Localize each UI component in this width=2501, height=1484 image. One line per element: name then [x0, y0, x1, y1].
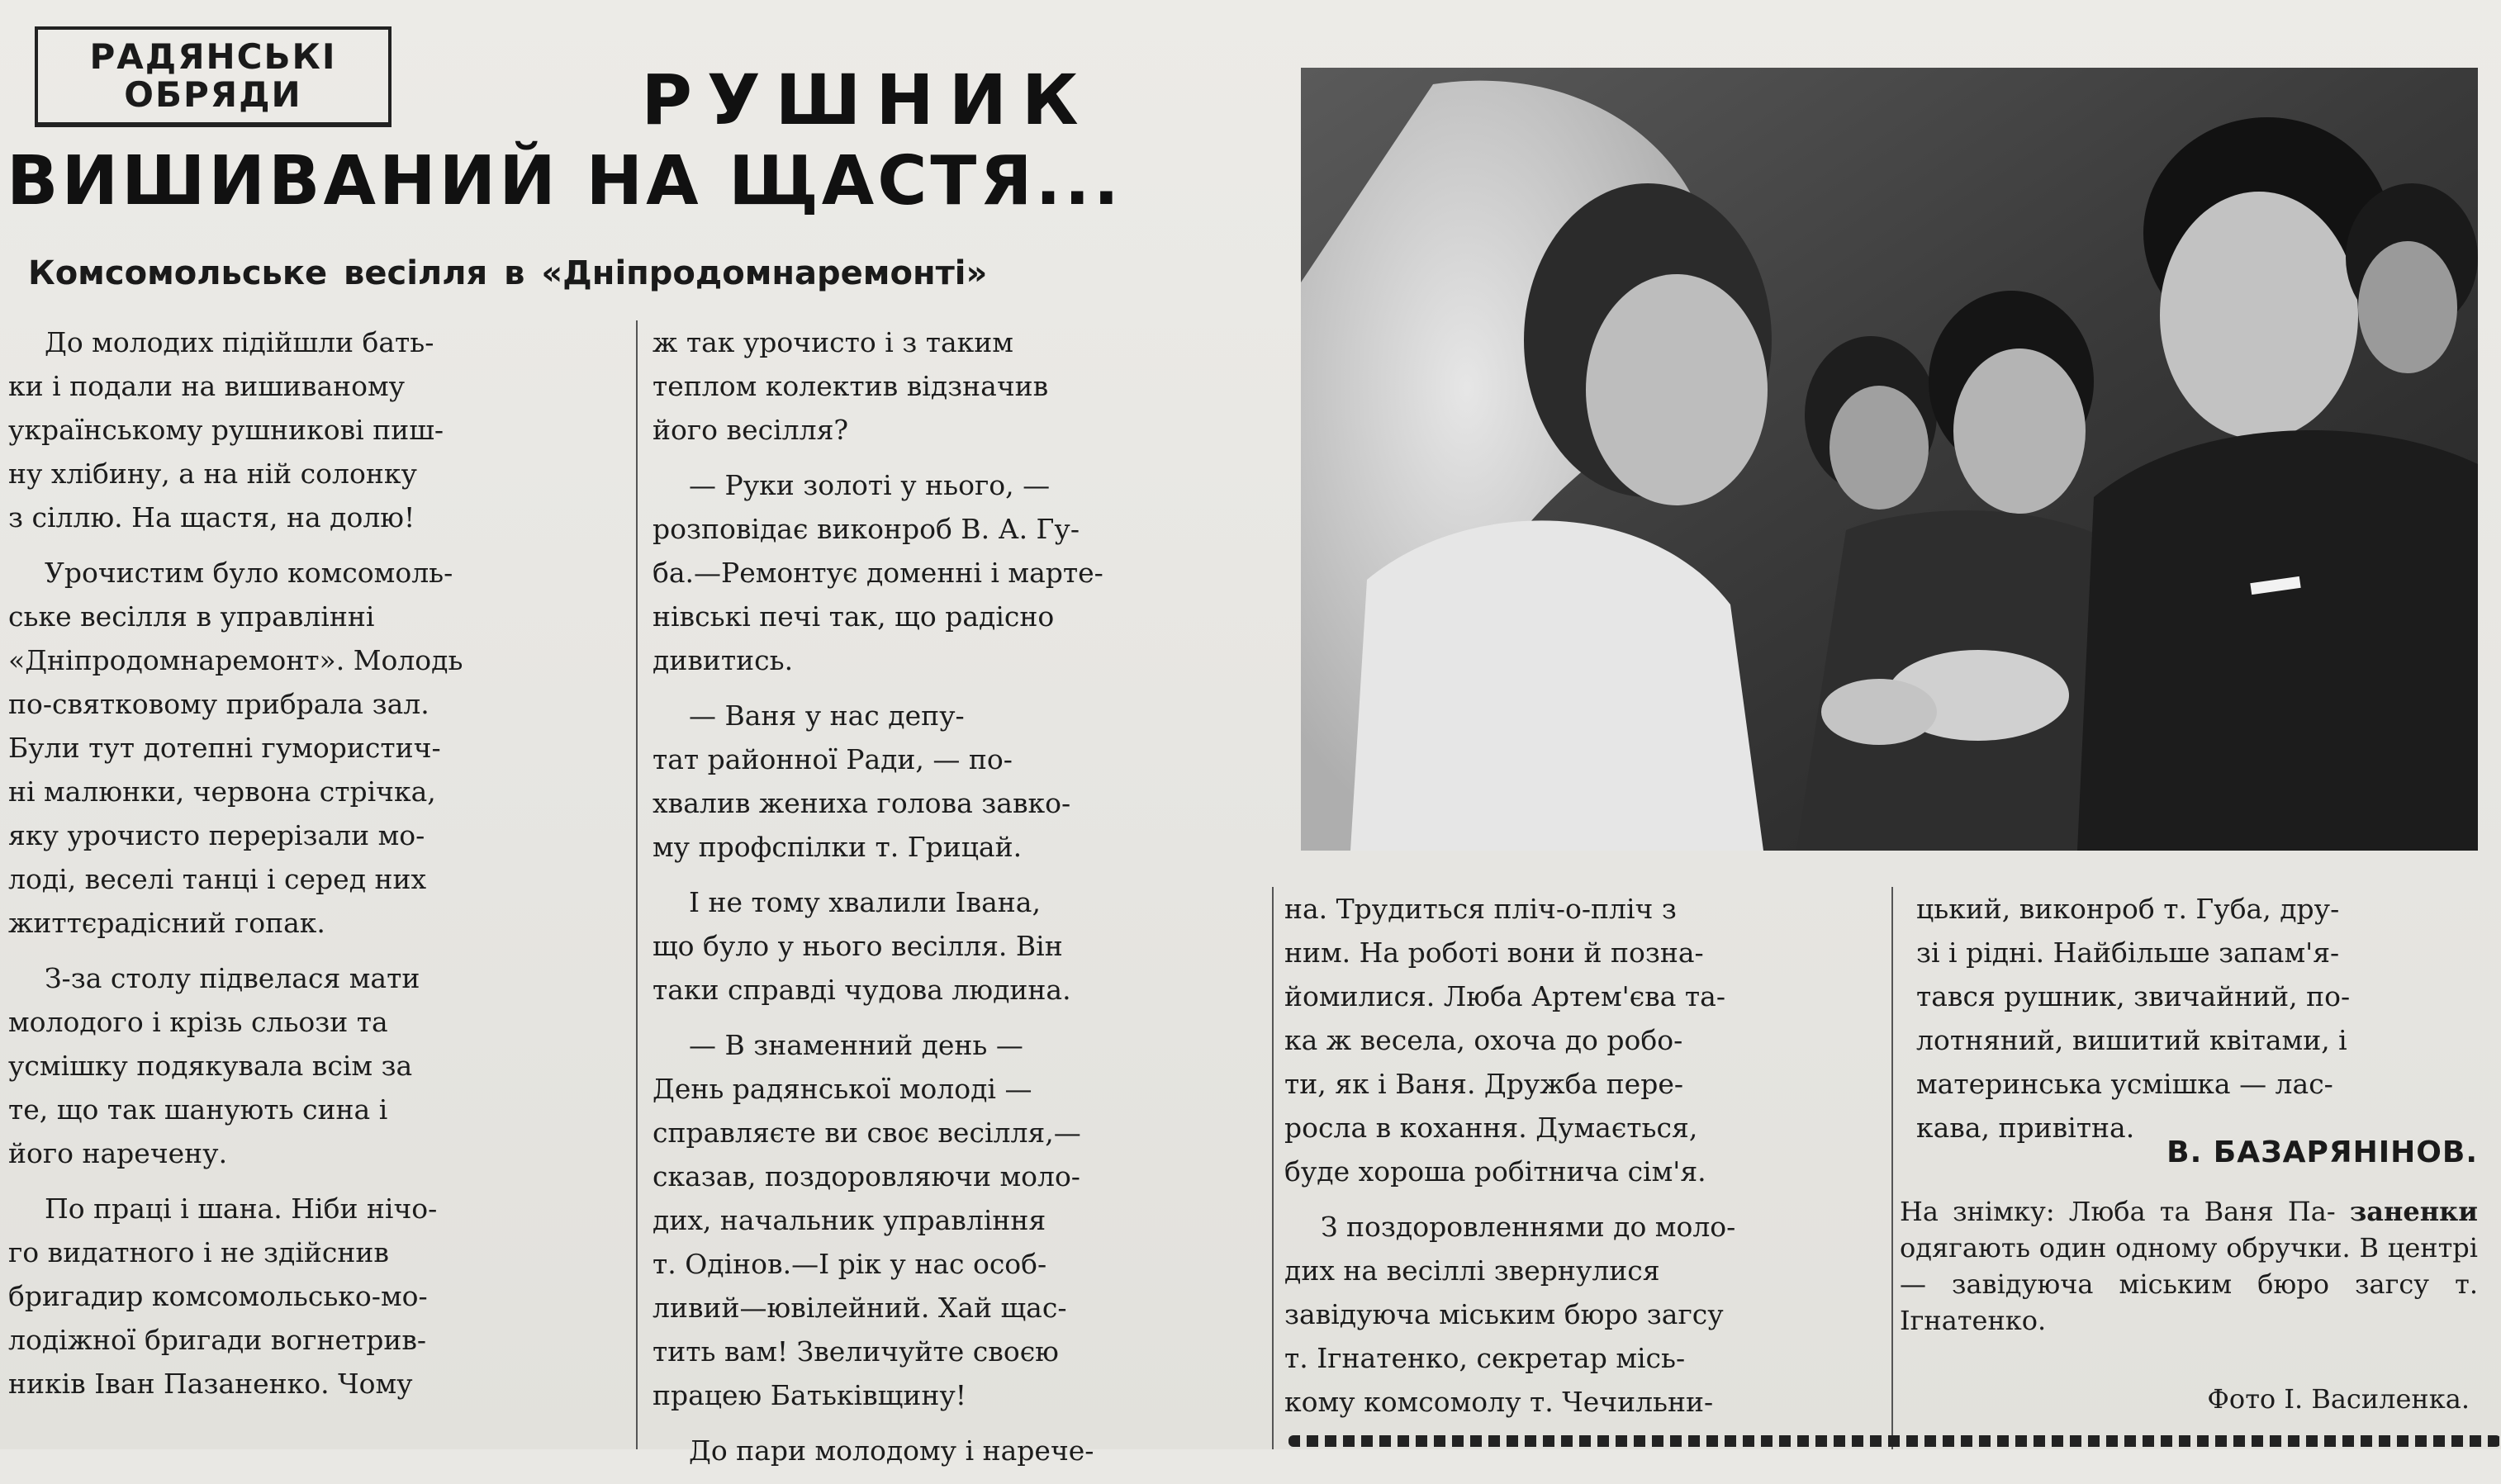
headline-line-2: ВИШИВАНИЙ НА ЩАСТЯ... — [7, 142, 1122, 220]
paragraph: на. Трудиться пліч-о-пліч з ним. На роботі вони й позна- йомилися. Люба Артем'єва та- ка ж весела, охоча до робо- ти, як і Ваня. Дружба пере- росла в кохання. Думається, буде хороша робітнича сім'я. — [1284, 893, 1726, 1188]
paragraph: — Руки золоті у нього, — розповідає виконроб В. А. Гу- ба.—Ремонтує доменні і марте- нівські печі так, що радісно дивитись. — [653, 469, 1103, 676]
wedding-photo — [1301, 68, 2478, 851]
photo-credit: Фото І. Василенка. — [2207, 1383, 2470, 1415]
article-column-3 — [1284, 887, 1829, 1435]
caption-rest: одягають один одному обручки. В центрі — завідуюча міським бюро загсу т. Ігнатенко. — [1900, 1232, 2478, 1336]
paragraph: цький, виконроб т. Губа, дру- зі і рідні. Найбільше запам'я- тався рушник, звичайний, по- лотняний, вишитий квітами, і материнська усмішка — лас- кава, привітна. — [1916, 893, 2351, 1144]
paragraph: ж так урочисто і з таким теплом колектив відзначив його весілля? — [653, 326, 1049, 446]
column-divider — [636, 320, 638, 1449]
paragraph: До молодих підійшли бать- ки і подали на вишиваному українському рушникові пиш- ну хлібину, а на ній солонку з сіллю. На щастя, на долю! — [8, 326, 444, 533]
caption-bold-name: заненки — [2349, 1196, 2479, 1227]
author-signature: В. БАЗАРЯНІНОВ. — [2166, 1136, 2478, 1169]
article-column-2 — [653, 320, 1214, 1484]
rubric-line-2: ОБРЯДИ — [124, 74, 302, 115]
paragraph: І не тому хвалили Івана, що було у нього весілля. Він таки справді чудова людина. — [653, 886, 1071, 1006]
paragraph: До пари молодому і нарече- — [689, 1434, 1094, 1467]
photo-image — [1301, 68, 2478, 851]
decorative-border — [1288, 1435, 2501, 1447]
paragraph: По праці і шана. Ніби нічо- го видатного і не здійснив бригадир комсомольсько-мо- лодіжної бригади вогнетрив- ників Іван Пазаненко. Чому — [8, 1192, 438, 1400]
rubric-box — [35, 26, 392, 127]
headline-line-1: РУШНИК — [641, 59, 1094, 140]
rubric-line-1: РАДЯНСЬКІ — [89, 36, 337, 77]
paragraph: — В знаменний день — День радянської молоді — справляєте ви своє весілля,— сказав, поздоровляючи моло- дих, начальник управління т. Одінов.—І рік у нас особ- ливий—ювілейний. Хай щас- тить вам! Звеличуйте своєю працею Батьківщину! — [653, 1029, 1081, 1411]
paragraph: З поздоровленнями до моло- дих на весіллі звернулися завідуюча міським бюро загсу т. Ігнатенко, секретар місь- кому комсомолу т. Чечильни- — [1284, 1211, 1736, 1418]
article-column-4 — [1916, 887, 2478, 1161]
paragraph: Урочистим було комсомоль- ське весілля в управлінні «Дніпродомнаремонт». Молодь по-святковому прибрала зал. Були тут дотепні гумористич- ні малюнки, червона стрічка, яку урочисто перерізали мо- лоді, веселі танці і серед них життєрадісний гопак. — [8, 557, 463, 939]
paragraph: — Ваня у нас депу- тат районної Ради, — по- хвалив жениха голова завко- му профспілки т. Грицай. — [653, 699, 1071, 863]
column-divider — [1891, 887, 1893, 1449]
subheadline: Комсомольське весілля в «Дніпродомнаремонті» — [28, 254, 988, 292]
photo-caption — [1900, 1193, 2478, 1339]
paragraph: З-за столу підвелася мати молодого і крізь сльози та усмішку подякувала всім за те, що так шанують сина і його наречену. — [8, 962, 420, 1169]
column-divider — [1272, 887, 1274, 1449]
caption-lead: На знімку: Люба та Ваня Па- — [1900, 1196, 2336, 1227]
article-column-1 — [8, 320, 603, 1417]
